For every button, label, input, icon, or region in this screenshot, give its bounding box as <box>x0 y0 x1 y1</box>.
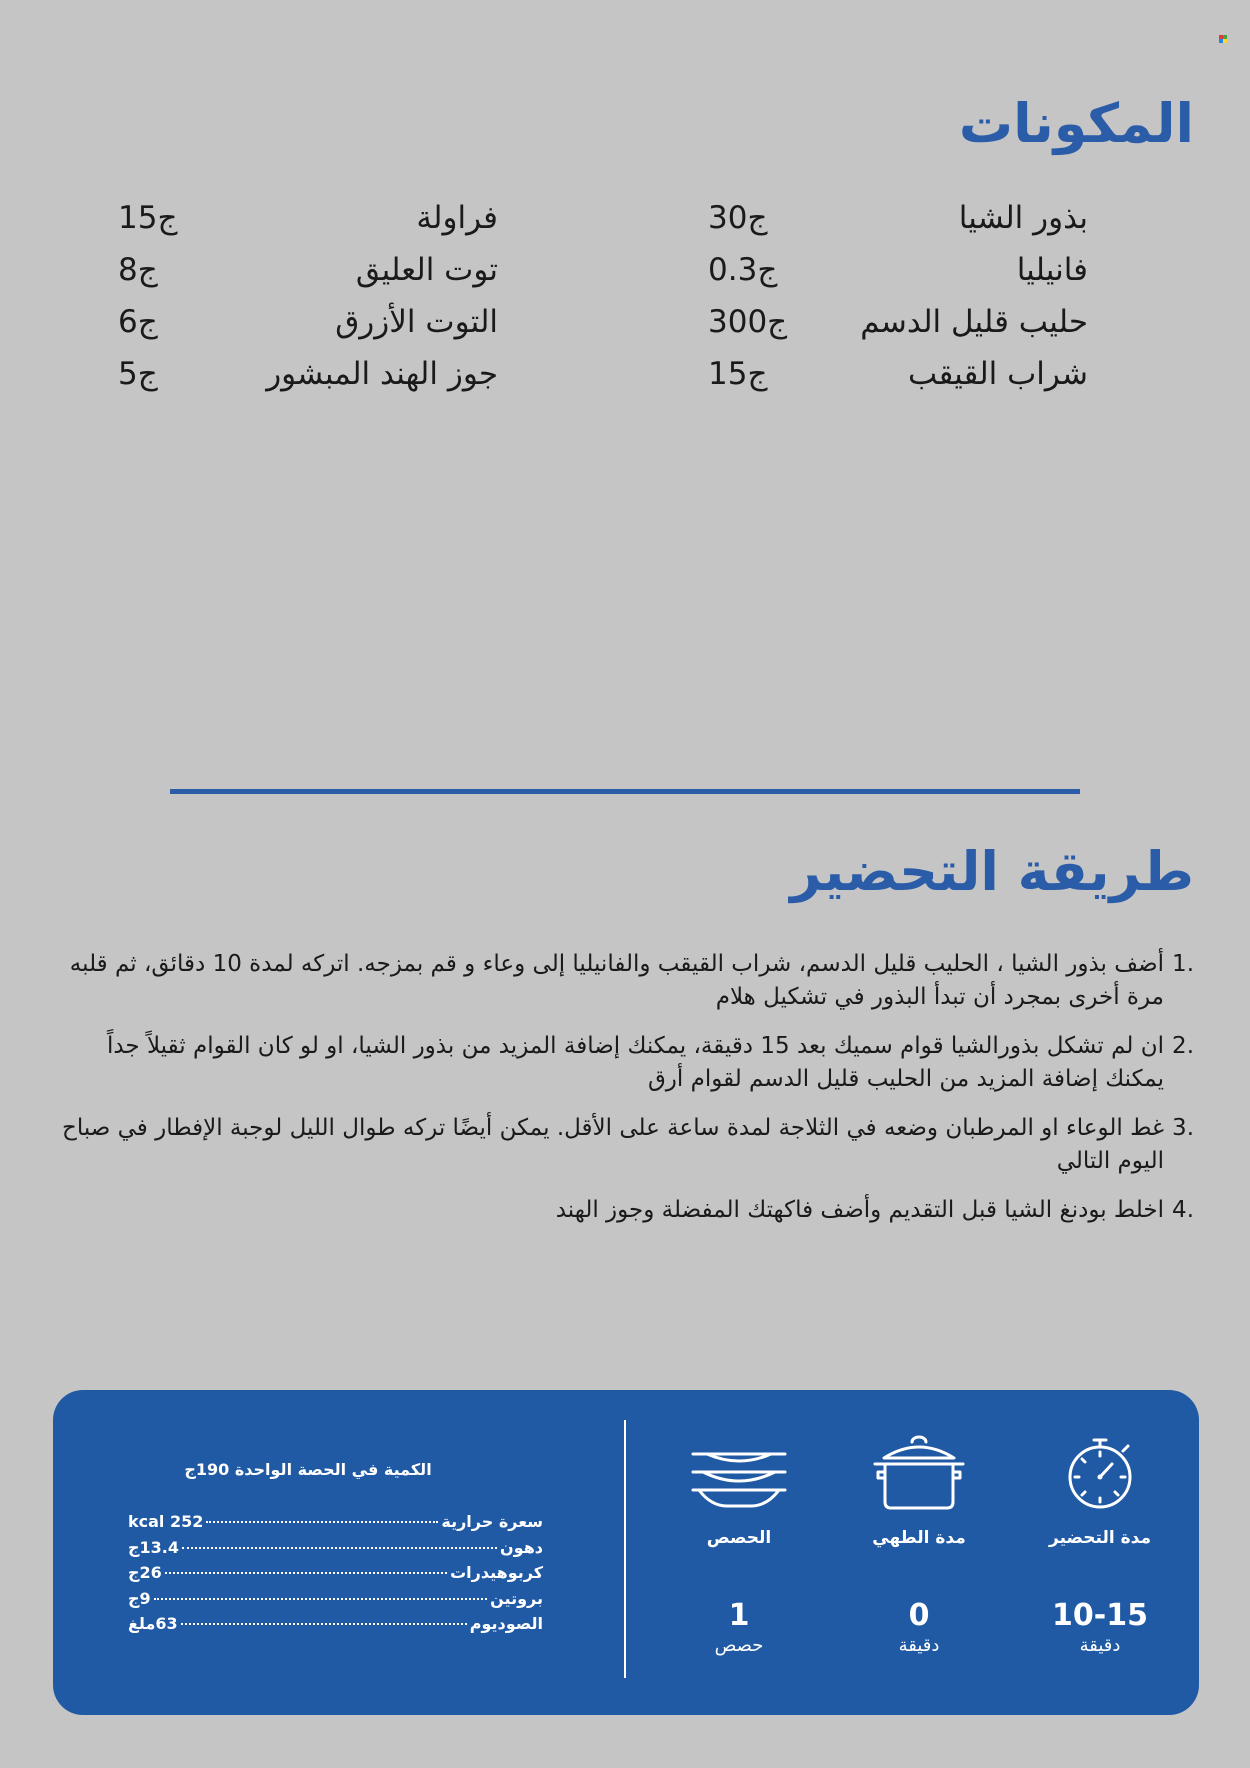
nutrition-value: 252 kcal <box>128 1512 204 1531</box>
ingredient-qty: 0.3ج <box>708 252 778 288</box>
ingredient-row <box>708 356 1088 408</box>
preparation-title: طريقة التحضير <box>790 840 1194 903</box>
step-number: .2 <box>1172 1033 1194 1059</box>
step-number: .3 <box>1172 1115 1194 1141</box>
ingredient-name: شراب القيقب <box>908 356 1088 392</box>
stat-value: 1 <box>728 1598 750 1633</box>
step-text: ان لم تشكل بذورالشيا قوام سميك بعد 15 دقيقة، يمكنك إضافة المزيد من بذور الشيا، او لو كان القوام ثقيلاً جداً يمكنك إضافة المزيد من الحليب قليل الدسم لقوام أرق <box>106 1033 1164 1092</box>
stat-label: الحصص <box>706 1528 772 1548</box>
ingredient-row <box>118 356 498 408</box>
ingredient-row <box>708 304 1088 356</box>
ingredient-name: فانيليا <box>1016 252 1088 288</box>
stat-label: مدة الطهي <box>872 1528 966 1548</box>
stat-value: 0 <box>908 1598 930 1633</box>
ingredient-name: التوت الأزرق <box>335 304 498 340</box>
nutrition-list <box>128 1512 543 1640</box>
ingredient-qty: 6ج <box>118 304 158 340</box>
nutrition-label: دهون <box>500 1537 543 1557</box>
cooking-pot-icon <box>869 1434 969 1514</box>
ingredient-qty: 30ج <box>708 200 768 236</box>
stat-value: 10-15 <box>1052 1598 1148 1633</box>
ingredient-name: توت العليق <box>355 252 498 288</box>
card-divider <box>624 1420 626 1678</box>
nutrition-value: 9ج <box>128 1588 151 1608</box>
ingredient-qty: 15ج <box>708 356 768 392</box>
step-number: .1 <box>1172 951 1194 977</box>
dot-leader <box>165 1572 447 1574</box>
step-text: اخلط بودنغ الشيا قبل التقديم وأضف فاكهتك المفضلة وجوز الهند <box>555 1197 1164 1223</box>
nutrition-row <box>128 1512 543 1538</box>
ingredients-column-2 <box>118 200 498 408</box>
dot-leader <box>154 1598 487 1600</box>
ingredient-row <box>708 200 1088 252</box>
step-item <box>54 1194 1194 1227</box>
stopwatch-icon <box>1050 1434 1150 1514</box>
stat-unit: حصص <box>714 1635 764 1656</box>
step-text: أضف بذور الشيا ، الحليب قليل الدسم، شراب القيقب والفانيليا إلى وعاء و قم بمزجه. اتركه لمدة 10 دقائق، ثم قلبه مرة أخرى بمجرد أن تبدأ البذور في تشكيل هلام <box>69 951 1164 1010</box>
nutrition-row <box>128 1563 543 1589</box>
ingredient-row <box>118 304 498 356</box>
ingredient-qty: 8ج <box>118 252 158 288</box>
nutrition-label: الصوديوم <box>469 1614 543 1633</box>
nutrition-value: 13.4ج <box>128 1537 180 1557</box>
nutrition-value: 63ملغ <box>128 1614 178 1633</box>
section-divider <box>170 789 1080 794</box>
dot-leader <box>182 1547 497 1549</box>
ingredient-name: بذور الشيا <box>958 200 1088 236</box>
nutrition-title: الكمية في الحصة الواحدة 190ج <box>184 1460 432 1479</box>
stat-label: مدة التحضير <box>1049 1528 1151 1548</box>
step-number: .4 <box>1172 1197 1194 1223</box>
ingredient-row <box>708 252 1088 304</box>
dot-leader <box>181 1623 467 1625</box>
recipe-info-card <box>53 1390 1199 1715</box>
ingredient-name: جوز الهند المبشور <box>266 356 498 392</box>
logo-icon <box>1219 35 1227 43</box>
dot-leader <box>206 1521 438 1523</box>
nutrition-label: كربوهيدرات <box>450 1563 543 1582</box>
ingredient-name: فراولة <box>416 200 498 236</box>
ingredient-name: حليب قليل الدسم <box>860 304 1088 340</box>
plates-icon <box>689 1434 789 1514</box>
step-item <box>54 1112 1194 1178</box>
ingredient-row <box>118 200 498 252</box>
nutrition-row <box>128 1538 543 1564</box>
preparation-steps <box>54 948 1194 1243</box>
ingredient-row <box>118 252 498 304</box>
ingredient-qty: 15ج <box>118 200 178 236</box>
stat-unit: دقيقة <box>1079 1635 1121 1656</box>
step-text: غط الوعاء او المرطبان وضعه في الثلاجة لمدة ساعة على الأقل. يمكن أيضًا تركه طوال الليل لوجبة الإفطار في صباح اليوم التالي <box>61 1115 1164 1174</box>
ingredient-qty: 5ج <box>118 356 158 392</box>
ingredients-title: المكونات <box>958 92 1194 155</box>
nutrition-label: بروتين <box>490 1588 543 1608</box>
stat-unit: دقيقة <box>898 1635 940 1656</box>
ingredients-column-1 <box>708 200 1088 408</box>
ingredient-qty: 300ج <box>708 304 788 340</box>
step-item <box>54 1030 1194 1096</box>
nutrition-row <box>128 1614 543 1640</box>
nutrition-row <box>128 1589 543 1615</box>
nutrition-value: 26ج <box>128 1563 162 1582</box>
nutrition-label: سعرة حرارية <box>441 1512 543 1531</box>
step-item <box>54 948 1194 1014</box>
